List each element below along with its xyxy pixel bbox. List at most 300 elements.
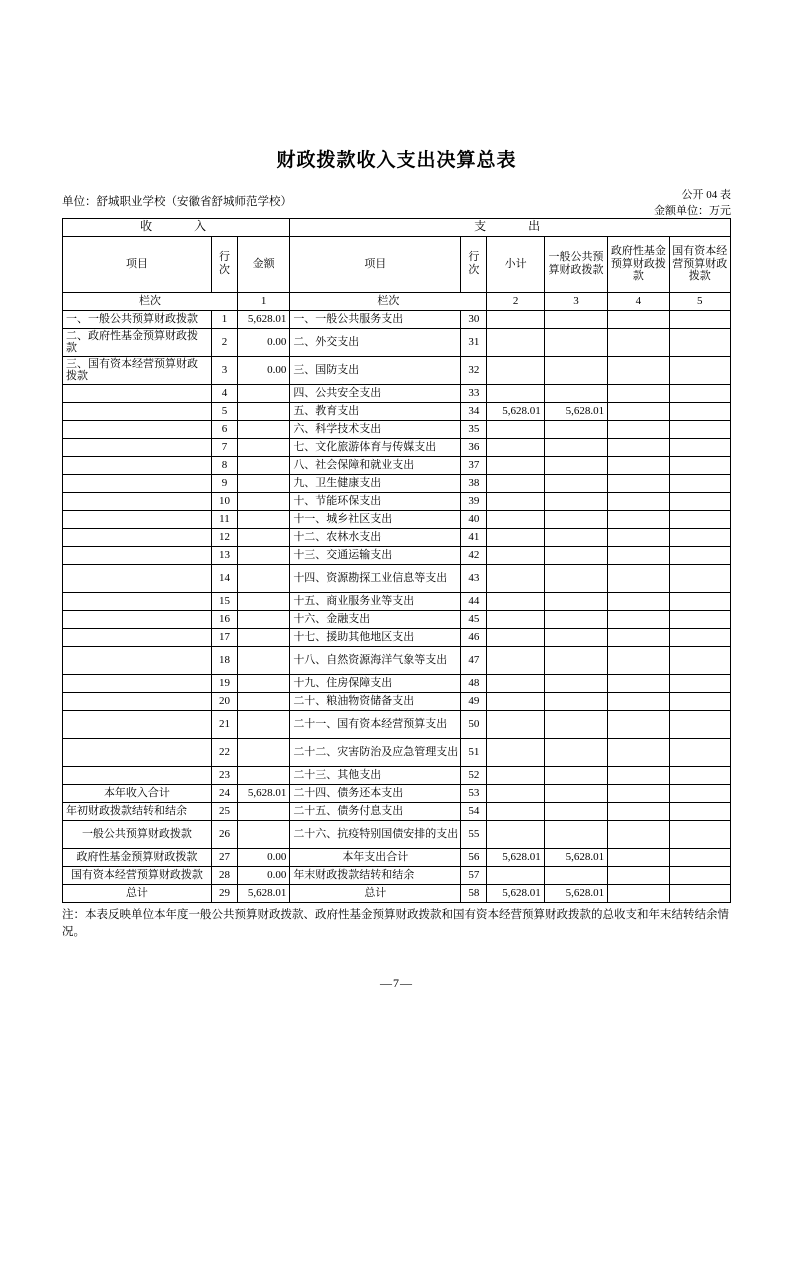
cell-expense_no: 52 xyxy=(461,767,487,785)
cell-general xyxy=(544,803,607,821)
cell-fund xyxy=(608,356,669,384)
cell-income_amount xyxy=(238,403,290,421)
header-income-item: 项目 xyxy=(63,236,212,292)
cell-subtotal xyxy=(487,629,544,647)
header-state-capital-budget: 国有资本经营预算财政拨款 xyxy=(669,236,730,292)
cell-expense_item: 九、卫生健康支出 xyxy=(290,475,461,493)
header-subtotal: 小计 xyxy=(487,236,544,292)
cell-expense_item: 本年支出合计 xyxy=(290,849,461,867)
table-row xyxy=(63,565,731,593)
cell-expense_item: 一、一般公共服务支出 xyxy=(290,310,461,328)
cell-income_item: 年初财政拨款结转和结余 xyxy=(63,803,212,821)
cell-income_no: 5 xyxy=(211,403,237,421)
cell-fund xyxy=(608,529,669,547)
table-row xyxy=(63,803,731,821)
cell-fund xyxy=(608,593,669,611)
cell-income_no: 24 xyxy=(211,785,237,803)
cell-income_no: 16 xyxy=(211,611,237,629)
header-general-public-budget: 一般公共预算财政拨款 xyxy=(544,236,607,292)
cell-general xyxy=(544,821,607,849)
cell-income_no: 12 xyxy=(211,529,237,547)
cell-expense_item: 四、公共安全支出 xyxy=(290,385,461,403)
cell-capital xyxy=(669,785,730,803)
cell-income_no: 10 xyxy=(211,493,237,511)
table-row xyxy=(63,821,731,849)
cell-expense_no: 48 xyxy=(461,675,487,693)
cell-expense_item: 五、教育支出 xyxy=(290,403,461,421)
cell-subtotal xyxy=(487,803,544,821)
cell-expense_no: 44 xyxy=(461,593,487,611)
cell-capital xyxy=(669,310,730,328)
cell-capital xyxy=(669,739,730,767)
cell-subtotal xyxy=(487,328,544,356)
cell-subtotal xyxy=(487,611,544,629)
cell-income_amount: 0.00 xyxy=(238,356,290,384)
cell-general xyxy=(544,739,607,767)
cell-income_item xyxy=(63,529,212,547)
cell-capital xyxy=(669,385,730,403)
cell-income_item: 政府性基金预算财政拨款 xyxy=(63,849,212,867)
cell-capital xyxy=(669,439,730,457)
cell-expense_item: 三、国防支出 xyxy=(290,356,461,384)
cell-income_item xyxy=(63,439,212,457)
cell-income_no: 25 xyxy=(211,803,237,821)
cell-income_amount xyxy=(238,821,290,849)
cell-subtotal: 5,628.01 xyxy=(487,885,544,903)
table-note: 注：本表反映单位本年度一般公共预算财政拨款、政府性基金预算财政拨款和国有资本经营预算财政拨款的总收支和年末结转结余情况。 xyxy=(62,909,729,939)
cell-expense_item: 二十三、其他支出 xyxy=(290,767,461,785)
document-page xyxy=(0,145,793,1267)
cell-income_item xyxy=(63,403,212,421)
cell-expense_no: 50 xyxy=(461,711,487,739)
cell-fund xyxy=(608,421,669,439)
cell-income_item xyxy=(63,457,212,475)
cell-fund xyxy=(608,565,669,593)
column-label-expense: 栏次 xyxy=(290,292,487,310)
cell-subtotal xyxy=(487,529,544,547)
header-expense-row-no: 行次 xyxy=(461,236,487,292)
cell-income_item xyxy=(63,611,212,629)
cell-general xyxy=(544,693,607,711)
cell-expense_no: 43 xyxy=(461,565,487,593)
cell-fund xyxy=(608,403,669,421)
cell-expense_no: 32 xyxy=(461,356,487,384)
cell-fund xyxy=(608,328,669,356)
cell-subtotal xyxy=(487,356,544,384)
cell-expense_item: 二十二、灾害防治及应急管理支出 xyxy=(290,739,461,767)
cell-capital xyxy=(669,803,730,821)
cell-income_item: 三、国有资本经营预算财政拨款 xyxy=(63,356,212,384)
cell-subtotal xyxy=(487,675,544,693)
column-number-general: 3 xyxy=(544,292,607,310)
cell-income_no: 2 xyxy=(211,328,237,356)
cell-capital xyxy=(669,475,730,493)
cell-expense_no: 58 xyxy=(461,885,487,903)
table-row xyxy=(63,511,731,529)
cell-capital xyxy=(669,565,730,593)
cell-general xyxy=(544,867,607,885)
cell-general xyxy=(544,328,607,356)
table-row xyxy=(63,739,731,767)
cell-expense_no: 47 xyxy=(461,647,487,675)
cell-income_amount xyxy=(238,475,290,493)
cell-income_amount xyxy=(238,565,290,593)
cell-capital xyxy=(669,611,730,629)
cell-fund xyxy=(608,439,669,457)
cell-fund xyxy=(608,711,669,739)
cell-expense_no: 38 xyxy=(461,475,487,493)
cell-subtotal xyxy=(487,785,544,803)
cell-expense_item: 年末财政拨款结转和结余 xyxy=(290,867,461,885)
cell-general xyxy=(544,547,607,565)
cell-subtotal xyxy=(487,493,544,511)
header-group-income: 收 入 xyxy=(63,218,290,236)
cell-expense_item: 二、外交支出 xyxy=(290,328,461,356)
cell-expense_no: 56 xyxy=(461,849,487,867)
cell-income_item xyxy=(63,511,212,529)
cell-capital xyxy=(669,849,730,867)
cell-fund xyxy=(608,310,669,328)
header-gov-fund-budget: 政府性基金预算财政拨款 xyxy=(608,236,669,292)
cell-income_no: 9 xyxy=(211,475,237,493)
cell-expense_no: 54 xyxy=(461,803,487,821)
cell-income_amount xyxy=(238,803,290,821)
cell-income_no: 28 xyxy=(211,867,237,885)
cell-income_item: 本年收入合计 xyxy=(63,785,212,803)
cell-income_item xyxy=(63,421,212,439)
cell-fund xyxy=(608,785,669,803)
cell-income_no: 4 xyxy=(211,385,237,403)
cell-expense_no: 57 xyxy=(461,867,487,885)
table-row xyxy=(63,421,731,439)
cell-income_no: 17 xyxy=(211,629,237,647)
column-number-income-amount: 1 xyxy=(238,292,290,310)
cell-general xyxy=(544,385,607,403)
table-row xyxy=(63,439,731,457)
cell-income_no: 8 xyxy=(211,457,237,475)
cell-fund xyxy=(608,385,669,403)
cell-expense_item: 二十六、抗疫特别国债安排的支出 xyxy=(290,821,461,849)
cell-fund xyxy=(608,821,669,849)
form-number: 公开 04 表 xyxy=(681,189,731,201)
cell-expense_no: 31 xyxy=(461,328,487,356)
cell-general xyxy=(544,421,607,439)
cell-income_amount xyxy=(238,693,290,711)
column-number-capital: 5 xyxy=(669,292,730,310)
cell-income_item xyxy=(63,593,212,611)
cell-subtotal xyxy=(487,821,544,849)
cell-income_item: 二、政府性基金预算财政拨款 xyxy=(63,328,212,356)
cell-expense_item: 十八、自然资源海洋气象等支出 xyxy=(290,647,461,675)
table-row xyxy=(63,867,731,885)
cell-expense_item: 六、科学技术支出 xyxy=(290,421,461,439)
cell-subtotal xyxy=(487,439,544,457)
cell-income_no: 6 xyxy=(211,421,237,439)
cell-income_item xyxy=(63,629,212,647)
cell-subtotal xyxy=(487,310,544,328)
header-income-row-no: 行次 xyxy=(211,236,237,292)
cell-fund xyxy=(608,885,669,903)
cell-expense_no: 36 xyxy=(461,439,487,457)
cell-expense_no: 35 xyxy=(461,421,487,439)
table-row xyxy=(63,647,731,675)
cell-income_no: 21 xyxy=(211,711,237,739)
cell-income_no: 26 xyxy=(211,821,237,849)
cell-income_item xyxy=(63,675,212,693)
cell-expense_no: 46 xyxy=(461,629,487,647)
cell-income_amount xyxy=(238,675,290,693)
table-row xyxy=(63,328,731,356)
cell-subtotal xyxy=(487,693,544,711)
table-row xyxy=(63,885,731,903)
cell-expense_no: 39 xyxy=(461,493,487,511)
cell-capital xyxy=(669,867,730,885)
cell-income_item: 总计 xyxy=(63,885,212,903)
cell-expense_item: 二十四、债务还本支出 xyxy=(290,785,461,803)
cell-subtotal: 5,628.01 xyxy=(487,403,544,421)
cell-subtotal xyxy=(487,547,544,565)
cell-capital xyxy=(669,421,730,439)
cell-income_amount xyxy=(238,711,290,739)
cell-fund xyxy=(608,511,669,529)
cell-general: 5,628.01 xyxy=(544,885,607,903)
cell-income_item xyxy=(63,475,212,493)
cell-income_no: 19 xyxy=(211,675,237,693)
cell-expense_no: 33 xyxy=(461,385,487,403)
table-row xyxy=(63,629,731,647)
cell-capital xyxy=(669,821,730,849)
cell-income_item: 一、一般公共预算财政拨款 xyxy=(63,310,212,328)
cell-income_no: 15 xyxy=(211,593,237,611)
cell-fund xyxy=(608,849,669,867)
cell-subtotal xyxy=(487,421,544,439)
cell-expense_item: 十五、商业服务业等支出 xyxy=(290,593,461,611)
cell-expense_item: 二十一、国有资本经营预算支出 xyxy=(290,711,461,739)
cell-expense_no: 42 xyxy=(461,547,487,565)
cell-subtotal xyxy=(487,711,544,739)
cell-expense_item: 十九、住房保障支出 xyxy=(290,675,461,693)
cell-income_amount xyxy=(238,529,290,547)
cell-income_item xyxy=(63,647,212,675)
cell-capital xyxy=(669,711,730,739)
cell-expense_no: 55 xyxy=(461,821,487,849)
cell-capital xyxy=(669,547,730,565)
cell-income_amount xyxy=(238,767,290,785)
cell-general xyxy=(544,767,607,785)
cell-general: 5,628.01 xyxy=(544,849,607,867)
table-row xyxy=(63,475,731,493)
table-row xyxy=(63,310,731,328)
table-row xyxy=(63,385,731,403)
header-group-expense: 支 出 xyxy=(290,218,731,236)
table-row xyxy=(63,767,731,785)
cell-subtotal xyxy=(487,565,544,593)
cell-income_no: 29 xyxy=(211,885,237,903)
cell-income_item xyxy=(63,767,212,785)
table-row xyxy=(63,849,731,867)
cell-fund xyxy=(608,457,669,475)
cell-capital xyxy=(669,767,730,785)
cell-income_amount: 5,628.01 xyxy=(238,785,290,803)
column-label-income: 栏次 xyxy=(63,292,238,310)
cell-subtotal xyxy=(487,385,544,403)
cell-income_no: 3 xyxy=(211,356,237,384)
table-row xyxy=(63,785,731,803)
cell-general xyxy=(544,529,607,547)
table-body xyxy=(63,310,731,903)
cell-general xyxy=(544,611,607,629)
financial-allocation-table xyxy=(62,218,731,904)
cell-income_no: 1 xyxy=(211,310,237,328)
cell-income_item xyxy=(63,493,212,511)
table-row xyxy=(63,675,731,693)
cell-general xyxy=(544,647,607,675)
table-row xyxy=(63,593,731,611)
cell-income_amount xyxy=(238,511,290,529)
cell-fund xyxy=(608,675,669,693)
cell-subtotal xyxy=(487,647,544,675)
cell-general: 5,628.01 xyxy=(544,403,607,421)
table-row xyxy=(63,611,731,629)
unit-line: 单位：舒城职业学校（安徽省舒城师范学校） xyxy=(62,195,292,208)
cell-fund xyxy=(608,803,669,821)
cell-expense_no: 53 xyxy=(461,785,487,803)
cell-capital xyxy=(669,629,730,647)
cell-capital xyxy=(669,693,730,711)
cell-expense_item: 十一、城乡社区支出 xyxy=(290,511,461,529)
cell-general xyxy=(544,439,607,457)
cell-income_amount xyxy=(238,421,290,439)
cell-subtotal xyxy=(487,739,544,767)
table-row xyxy=(63,693,731,711)
cell-fund xyxy=(608,647,669,675)
cell-expense_item: 十二、农林水支出 xyxy=(290,529,461,547)
amount-unit: 金额单位：万元 xyxy=(654,204,731,217)
cell-capital xyxy=(669,529,730,547)
cell-income_no: 20 xyxy=(211,693,237,711)
cell-capital xyxy=(669,493,730,511)
cell-income_amount: 5,628.01 xyxy=(238,885,290,903)
cell-general xyxy=(544,565,607,593)
cell-income_amount: 0.00 xyxy=(238,867,290,885)
cell-fund xyxy=(608,475,669,493)
table-row xyxy=(63,356,731,384)
cell-income_amount xyxy=(238,493,290,511)
cell-fund xyxy=(608,611,669,629)
cell-income_item xyxy=(63,565,212,593)
cell-income_no: 7 xyxy=(211,439,237,457)
cell-subtotal xyxy=(487,867,544,885)
cell-income_item: 一般公共预算财政拨款 xyxy=(63,821,212,849)
cell-fund xyxy=(608,867,669,885)
cell-expense_no: 45 xyxy=(461,611,487,629)
cell-capital xyxy=(669,328,730,356)
cell-subtotal xyxy=(487,475,544,493)
cell-general xyxy=(544,593,607,611)
table-row xyxy=(63,711,731,739)
header-expense-item: 项目 xyxy=(290,236,461,292)
cell-expense_no: 30 xyxy=(461,310,487,328)
cell-fund xyxy=(608,493,669,511)
cell-income_no: 11 xyxy=(211,511,237,529)
cell-income_amount xyxy=(238,647,290,675)
cell-income_item xyxy=(63,739,212,767)
cell-capital xyxy=(669,511,730,529)
cell-income_item xyxy=(63,693,212,711)
cell-capital xyxy=(669,593,730,611)
cell-income_amount xyxy=(238,457,290,475)
table-row xyxy=(63,493,731,511)
cell-income_item xyxy=(63,385,212,403)
cell-general xyxy=(544,457,607,475)
cell-income_amount: 0.00 xyxy=(238,328,290,356)
table-row xyxy=(63,547,731,565)
cell-expense_item: 十六、金融支出 xyxy=(290,611,461,629)
cell-capital xyxy=(669,675,730,693)
cell-income_amount xyxy=(238,385,290,403)
cell-expense_no: 37 xyxy=(461,457,487,475)
cell-capital xyxy=(669,457,730,475)
cell-fund xyxy=(608,547,669,565)
page-number: —7— xyxy=(380,975,413,990)
cell-expense_item: 十七、援助其他地区支出 xyxy=(290,629,461,647)
cell-capital xyxy=(669,356,730,384)
cell-general xyxy=(544,675,607,693)
cell-income_amount xyxy=(238,629,290,647)
cell-income_amount: 5,628.01 xyxy=(238,310,290,328)
cell-fund xyxy=(608,693,669,711)
cell-income_amount xyxy=(238,611,290,629)
cell-income_no: 23 xyxy=(211,767,237,785)
cell-income_no: 14 xyxy=(211,565,237,593)
cell-subtotal xyxy=(487,767,544,785)
cell-expense_item: 总计 xyxy=(290,885,461,903)
cell-income_amount xyxy=(238,439,290,457)
cell-income_amount xyxy=(238,547,290,565)
cell-subtotal: 5,628.01 xyxy=(487,849,544,867)
cell-subtotal xyxy=(487,511,544,529)
cell-general xyxy=(544,356,607,384)
cell-general xyxy=(544,785,607,803)
cell-expense_item: 十四、资源勘探工业信息等支出 xyxy=(290,565,461,593)
cell-income_no: 13 xyxy=(211,547,237,565)
cell-expense_item: 二十五、债务付息支出 xyxy=(290,803,461,821)
cell-income_no: 18 xyxy=(211,647,237,675)
cell-income_no: 27 xyxy=(211,849,237,867)
table-row xyxy=(63,457,731,475)
cell-general xyxy=(544,711,607,739)
page-title: 财政拨款收入支出决算总表 xyxy=(276,150,517,171)
cell-expense_item: 七、文化旅游体育与传媒支出 xyxy=(290,439,461,457)
cell-income_item: 国有资本经营预算财政拨款 xyxy=(63,867,212,885)
cell-general xyxy=(544,629,607,647)
cell-fund xyxy=(608,629,669,647)
cell-income_amount xyxy=(238,593,290,611)
cell-expense_item: 八、社会保障和就业支出 xyxy=(290,457,461,475)
cell-expense_no: 41 xyxy=(461,529,487,547)
cell-capital xyxy=(669,647,730,675)
cell-fund xyxy=(608,739,669,767)
cell-general xyxy=(544,310,607,328)
cell-income_amount xyxy=(238,739,290,767)
table-row xyxy=(63,529,731,547)
cell-expense_item: 十、节能环保支出 xyxy=(290,493,461,511)
cell-capital xyxy=(669,885,730,903)
cell-expense_no: 51 xyxy=(461,739,487,767)
cell-income_item xyxy=(63,711,212,739)
cell-general xyxy=(544,475,607,493)
column-number-fund: 4 xyxy=(608,292,669,310)
